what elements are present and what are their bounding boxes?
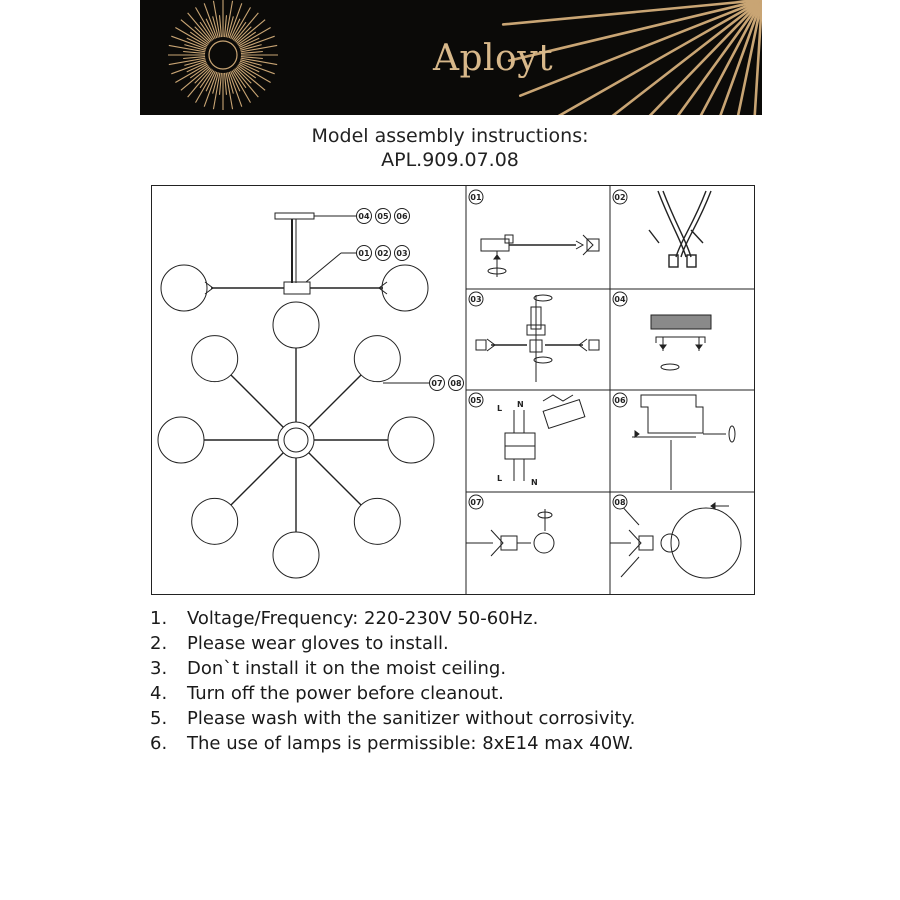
assembly-diagram — [151, 185, 755, 595]
globe-shade — [161, 265, 207, 311]
step-number: 01 — [470, 193, 482, 202]
instruction-text: Please wear gloves to install. — [187, 633, 449, 654]
callout-label: 06 — [396, 212, 408, 221]
ceiling-plate — [275, 213, 314, 219]
instruction-text: Please wash with the sanitizer without corrosivity. — [187, 708, 636, 729]
callout-label: 07 — [431, 379, 443, 388]
step-number: 02 — [614, 193, 626, 202]
step-number: 05 — [470, 396, 482, 405]
instruction-text: Turn off the power before cleanout. — [187, 683, 504, 704]
instruction-text: Don`t install it on the moist ceiling. — [187, 658, 507, 679]
instructions-list — [150, 606, 635, 756]
wire-label-l: L — [497, 404, 503, 413]
instruction-number: 1. — [150, 608, 168, 629]
step-07-drawing — [466, 509, 554, 556]
canopy-body — [284, 282, 310, 294]
step-01-drawing — [481, 235, 599, 277]
step-number: 03 — [470, 295, 482, 304]
callout-label: 05 — [377, 212, 389, 221]
step-05-drawing — [497, 395, 585, 487]
instruction-item — [150, 606, 635, 631]
instruction-item — [150, 656, 635, 681]
instruction-text: Voltage/Frequency: 220-230V 50-60Hz. — [187, 608, 539, 629]
globe-shade — [388, 417, 434, 463]
globe-shade — [354, 498, 400, 544]
step-number: 06 — [614, 396, 626, 405]
instruction-item — [150, 681, 635, 706]
globe-shade — [158, 417, 204, 463]
instruction-item — [150, 706, 635, 731]
model-number: APL.909.07.08 — [381, 149, 519, 171]
instruction-number: 3. — [150, 658, 168, 679]
instruction-number: 4. — [150, 683, 168, 704]
globe-shade — [382, 265, 428, 311]
wire-label-l: L — [497, 474, 503, 483]
instruction-item — [150, 631, 635, 656]
central-hub — [278, 422, 314, 458]
step-03-drawing — [476, 295, 599, 382]
globe-shade — [671, 508, 741, 578]
globe-shade — [354, 336, 400, 382]
callout-label: 03 — [396, 249, 408, 258]
wire-label-n: N — [531, 478, 538, 487]
wire-label-n: N — [517, 400, 524, 409]
callout-label: 02 — [377, 249, 389, 258]
step-04-drawing — [651, 315, 711, 370]
instruction-number: 2. — [150, 633, 168, 654]
page-title: Model assembly instructions: — [311, 125, 589, 147]
instruction-item — [150, 731, 635, 756]
callout-label: 08 — [450, 379, 462, 388]
step-08-drawing — [610, 503, 741, 578]
brand-name: Aployt — [433, 38, 554, 79]
brand-banner — [140, 0, 762, 115]
chandelier-overview — [158, 209, 464, 579]
instruction-text: The use of lamps is permissible: 8xE14 max 40W. — [187, 733, 634, 754]
instruction-number: 5. — [150, 708, 168, 729]
step-number: 04 — [614, 295, 626, 304]
globe-shade — [273, 302, 319, 348]
lamp-arm — [309, 453, 361, 505]
lamp-arm — [231, 375, 283, 427]
lamp-arm — [231, 453, 283, 505]
instruction-number: 6. — [150, 733, 168, 754]
callout-label: 04 — [358, 212, 370, 221]
step-02-drawing — [649, 191, 711, 267]
step-number: 07 — [470, 498, 482, 507]
globe-shade — [192, 498, 238, 544]
step-06-drawing — [632, 395, 735, 490]
lamp-arm — [309, 375, 361, 427]
globe-shade — [192, 336, 238, 382]
step-number: 08 — [614, 498, 626, 507]
globe-shade — [273, 532, 319, 578]
decor-ray — [581, 0, 762, 115]
callout-label: 01 — [358, 249, 370, 258]
